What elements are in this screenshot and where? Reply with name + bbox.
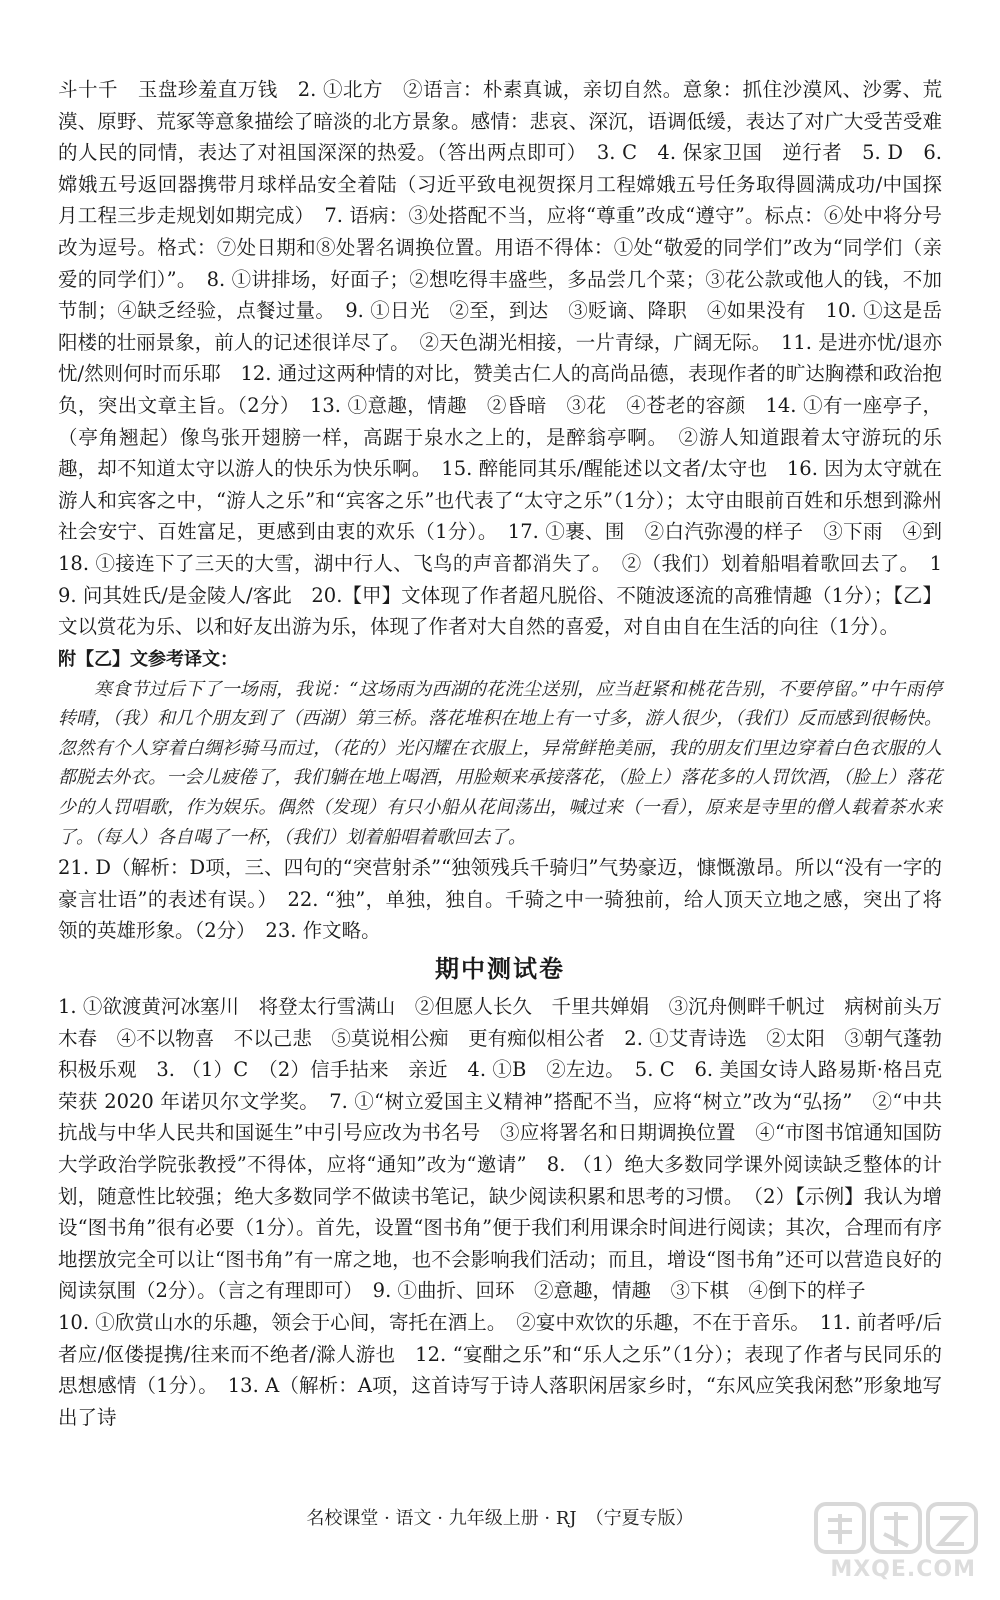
answer-page bbox=[58, 74, 962, 1554]
watermark-text: MXQE.COM bbox=[830, 1557, 976, 1582]
answer-paragraph-2: 21. D（解析：D项，三、四句的“突营射杀”“独领残兵千骑归”气势豪迈，慷慨激昂。所以“没有一字的豪言壮语”的表述有误。） 22. “独”，单独，独自。千骑之中一骑独前，给人顶天立地之感，突出了将领的英雄形象。（2分） 23. 作文略。 bbox=[58, 856, 942, 943]
answer-paragraph-1: 斗十千 玉盘珍羞直万钱 2. ①北方 ②语言：朴素真诚，亲切自然。意象：抓住沙漠风、沙雾、荒漠、原野、荒冢等意象描绘了暗淡的北方景象。感情：悲哀、深沉，语调低缓，表达了对广大受苦受难的人民的同情，表达了对祖国深深的热爱。（答出两点即可） 3. C 4. 保家卫国 逆行者 5. D 6. 嫦娥五号返回器携带月球样品安全着陆（习近平致电视贺探月工程嫦娥五号任务取得圆满成功/中国探月工程三步走规划如期完成） 7. 语病：③处搭配不当，应将“尊重”改成“遵守”。标点：⑥处中将分号改为逗号。格式：⑦处日期和⑧处署名调换位置。用语不得体：①处“敬爱的同学们”改为“同学们（亲爱的同学们）”。 8. ①讲排场，好面子；②想吃得丰盛些，多品尝几个菜；③花公款或他人的钱，不加节制；④缺乏经验，点餐过量。 9. ①日光 ②至，到达 ③贬谪、降职 ④如果没有 10. ①这是岳阳楼的壮丽景象，前人的记述很详尽了。 ②天色湖光相接，一片青绿，广阔无际。 11. 是进亦忧/退亦忧/然则何时而乐耶 12. 通过这两种情的对比，赞美古仁人的高尚品德，表现作者的旷达胸襟和政治抱负，突出文章主旨。（2分） 13. ①意趣，情趣 ②昏暗 ③花 ④苍老的容颜 14. ①有一座亭子，（亭角翘起）像鸟张开翅膀一样，高踞于泉水之上的，是醉翁亭啊。 ②游人知道跟着太守游玩的乐趣，却不知道太守以游人的快乐为快乐啊。 15. 醉能同其乐/醒能述以文者/太守也 16. 因为太守就在游人和宾客之中，“游人之乐”和“宾客之乐”也代表了“太守之乐”（1分）；太守由眼前百姓和乐想到滁州社会安宁、百姓富足，更感到由衷的欢乐（1分）。 17. ①裹、围 ②白汽弥漫的样子 ③下雨 ④到 18. ①接连下了三天的大雪，湖中行人、飞鸟的声音都消失了。 ②（我们）划着船唱着歌回去了。 19. 问其姓氏/是金陵人/客此 20.【甲】文体现了作者超凡脱俗、不随波逐流的高雅情趣（1分）；【乙】文以赏花为乐、以和好友出游为乐，体现了作者对大自然的喜爱，对自由自在生活的向往（1分）。 bbox=[58, 78, 962, 639]
page-footer: 名校课堂 · 语文 · 九年级上册 · RJ （宁夏专版） bbox=[306, 1508, 694, 1529]
answer-paragraph-3: 1. ①欲渡黄河冰塞川 将登太行雪满山 ②但愿人长久 千里共婵娟 ③沉舟侧畔千帆过 病树前头万木春 ④不以物喜 不以己悲 ⑤莫说相公痴 更有痴似相公者 2. ①艾青诗选 ②太阳 ③朝气蓬勃 积极乐观 3. （1）C （2）信手拈来 亲近 4. ①B ②左边。 5. C 6. 美国女诗人路易斯·格吕克荣获 2020 年诺贝尔文学奖。 7. ①“树立爱国主义精神”搭配不当，应将“树立”改为“弘扬” ②“中共抗战与中华人民共和国诞生”中引号应改为书名号 ③应将署名和日期调换位置 ④“市图书馆通知国防大学政治学院张教授”不得体，应将“通知”改为“邀请” 8. （1）绝大多数同学课外阅读缺乏整体的计划，随意性比较强；绝大多数同学不做读书笔记，缺少阅读积累和思考的习惯。 （2）【示例】我认为增设“图书角”很有必要（1分）。首先，设置“图书角”便于我们利用课余时间进行阅读；其次，合理而有序地摆放完全可以让“图书角”有一席之地，也不会影响我们活动；而且，增设“图书角”还可以营造良好的阅读氛围（2分）。（言之有理即可） 9. ①曲折、回环 ②意趣，情趣 ③下棋 ④倒下的样子 bbox=[58, 995, 962, 1303]
translation-paragraph: 寒食节过后下了一场雨，我说：“这场雨为西湖的花洗尘送别，应当赶紧和桃花告别，不要停留。”中午雨停转晴，（我）和几个朋友到了（西湖）第三桥。落花堆积在地上有一寸多，游人很少，（我们）反而感到很畅快。忽然有个人穿着白绸衫骑马而过，（花的）光闪耀在衣服上，异常鲜艳美丽，我的朋友们里边穿着白色衣服的人都脱去外衣。一会儿疲倦了，我们躺在地上喝酒，用脸颊来承接落花，（脸上）落花多的人罚饮酒，（脸上）落花少的人罚唱歌，作为娱乐。偶然（发现）有只小船从花间荡出，喊过来（一看），原来是寺里的僧人载着茶水来了。（每人）各自喝了一杯，（我们）划着船唱着歌回去了。 bbox=[58, 678, 942, 848]
appendix-title: 附【乙】文参考译文： bbox=[58, 648, 238, 670]
section-title: 期中测试卷 bbox=[435, 955, 565, 984]
watermark-logo bbox=[812, 1500, 982, 1582]
watermark-icon bbox=[812, 1500, 982, 1560]
answer-paragraph-4: 10. ①欣赏山水的乐趣，领会于心间，寄托在酒上。 ②宴中欢饮的乐趣，不在于音乐。 11. 前者呼/后者应/伛偻提携/往来而不绝者/滁人游也 12. “宴酣之乐”和“乐人之乐”（1分）；表现了作者与民同乐的思想感情（1分）。 13. A（解析：A项，这首诗写于诗人落职闲居家乡时，“东风应笑我闲愁”形象地写出了诗 bbox=[58, 1310, 942, 1429]
